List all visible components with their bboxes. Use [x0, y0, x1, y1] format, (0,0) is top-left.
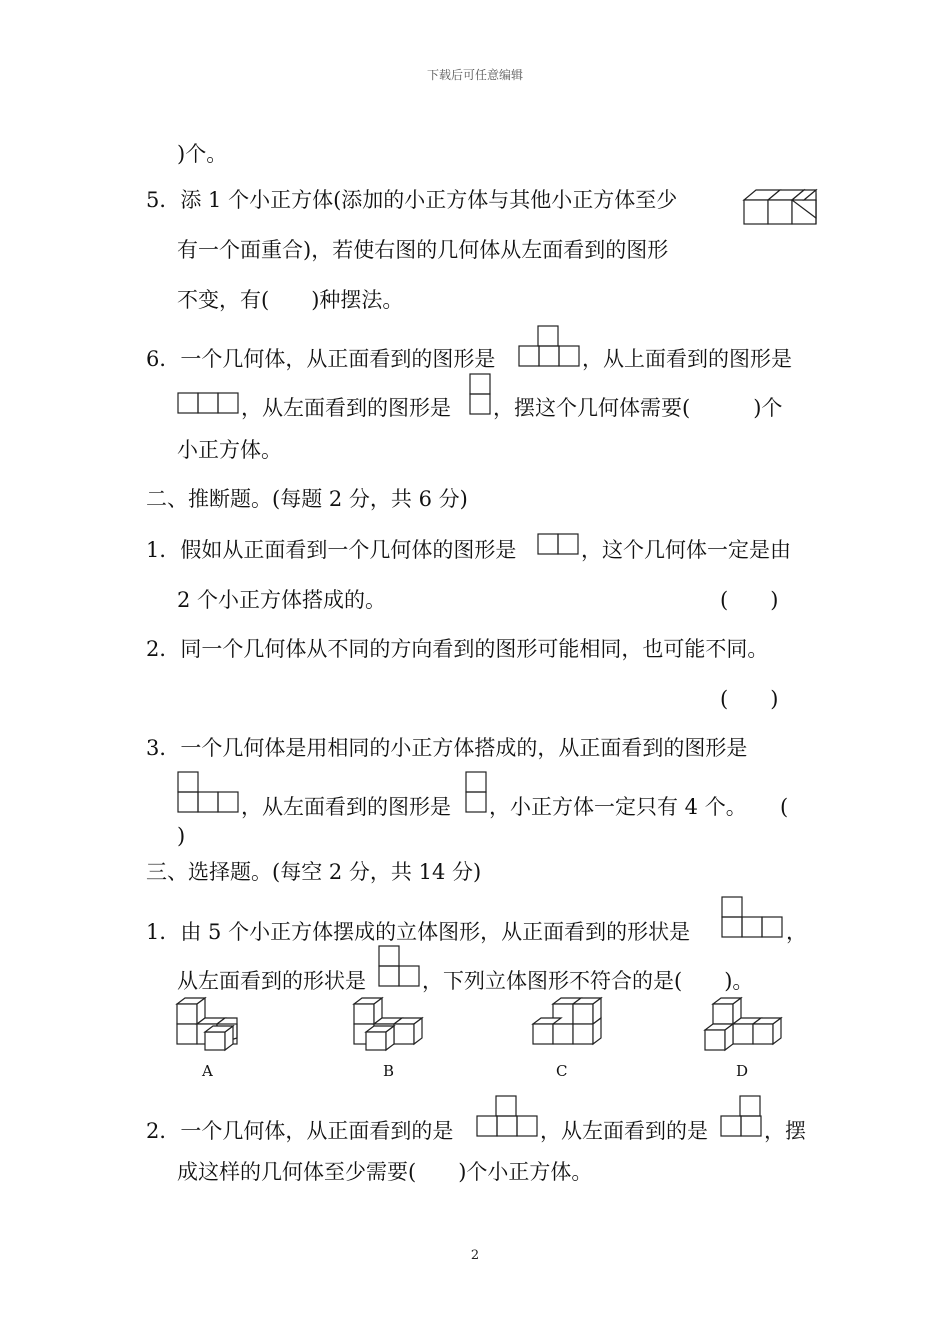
page-number: 2: [470, 1248, 480, 1263]
choice-1-front-view: [721, 896, 785, 940]
judge-3-left-view: [465, 771, 489, 815]
question-6-line2: ，从左面看到的图形是: [241, 396, 451, 420]
option-b-label[interactable]: B: [383, 1062, 395, 1080]
option-c-solid: [531, 996, 601, 1054]
choice-2-cont: ，从左面看到的是: [540, 1119, 708, 1143]
question-6-line2b: ，摆这个几何体需要( )个: [493, 396, 783, 420]
judge-1: 1．假如从正面看到一个几何体的图形是: [146, 538, 517, 562]
judge-3: 3．一个几何体是用相同的小正方体搭成的，从正面看到的图形是: [146, 736, 748, 760]
choice-1-left-view: [378, 945, 422, 989]
choice-1: 1．由 5 个小正方体摆成的立体图形，从正面看到的形状是: [146, 920, 691, 944]
option-a-label[interactable]: A: [202, 1062, 213, 1080]
question-5: 5．添 1 个小正方体(添加的小正方体与其他小正方体至少: [146, 188, 678, 212]
choice-1-comma: ，: [786, 920, 807, 944]
option-d-solid: [703, 996, 781, 1054]
judge-1-view: [537, 533, 581, 557]
page-header: 下载后可任意编辑: [426, 68, 523, 82]
judge-3-line2b: ，小正方体一定只有 4 个。: [489, 795, 747, 819]
judge-1-answer: ( ): [720, 588, 779, 612]
question-6-line3: 小正方体。: [177, 438, 282, 462]
text-line: )个。: [177, 142, 228, 166]
question-5-line3: 不变，有( )种摆法。: [177, 288, 404, 312]
q6-top-view: [177, 392, 241, 416]
option-b-solid: [352, 996, 422, 1054]
judge-2-answer: ( ): [720, 687, 779, 711]
question-5-line2: 有一个面重合)，若使右图的几何体从左面看到的图形: [177, 238, 669, 262]
judge-3-line2: ，从左面看到的图形是: [241, 795, 451, 819]
judge-1-cont: ，这个几何体一定是由: [581, 538, 791, 562]
choice-2-left-view: [720, 1095, 764, 1139]
judge-2: 2．同一个几何体从不同的方向看到的图形可能相同，也可能不同。: [146, 637, 769, 661]
choice-2-front-view: [476, 1095, 540, 1139]
q6-left-view: [469, 373, 493, 417]
judge-3-answer-open: (: [780, 795, 789, 819]
judge-3-answer-close: ): [177, 824, 186, 848]
q5-solid-figure: [742, 188, 818, 228]
question-6-cont: ，从上面看到的图形是: [582, 347, 792, 371]
q6-front-view: [518, 325, 582, 369]
option-a-solid: [175, 996, 245, 1054]
section-3-title: 三、选择题。(每空 2 分，共 14 分): [146, 860, 482, 884]
choice-1-line2: 从左面看到的形状是: [177, 969, 366, 993]
option-c-label[interactable]: C: [556, 1062, 568, 1080]
choice-2: 2．一个几何体，从正面看到的是: [146, 1119, 454, 1143]
choice-2-line2: 成这样的几何体至少需要( )个小正方体。: [177, 1160, 593, 1184]
choice-2-cont2: ，摆: [764, 1119, 806, 1143]
question-6: 6．一个几何体，从正面看到的图形是: [146, 347, 496, 371]
choice-1-line2b: ，下列立体图形不符合的是( )。: [422, 969, 754, 993]
judge-1-line2: 2 个小正方体搭成的。: [177, 588, 387, 612]
section-2-title: 二、推断题。(每题 2 分，共 6 分): [146, 487, 468, 511]
option-d-label[interactable]: D: [736, 1062, 749, 1080]
judge-3-front-view: [177, 771, 241, 815]
